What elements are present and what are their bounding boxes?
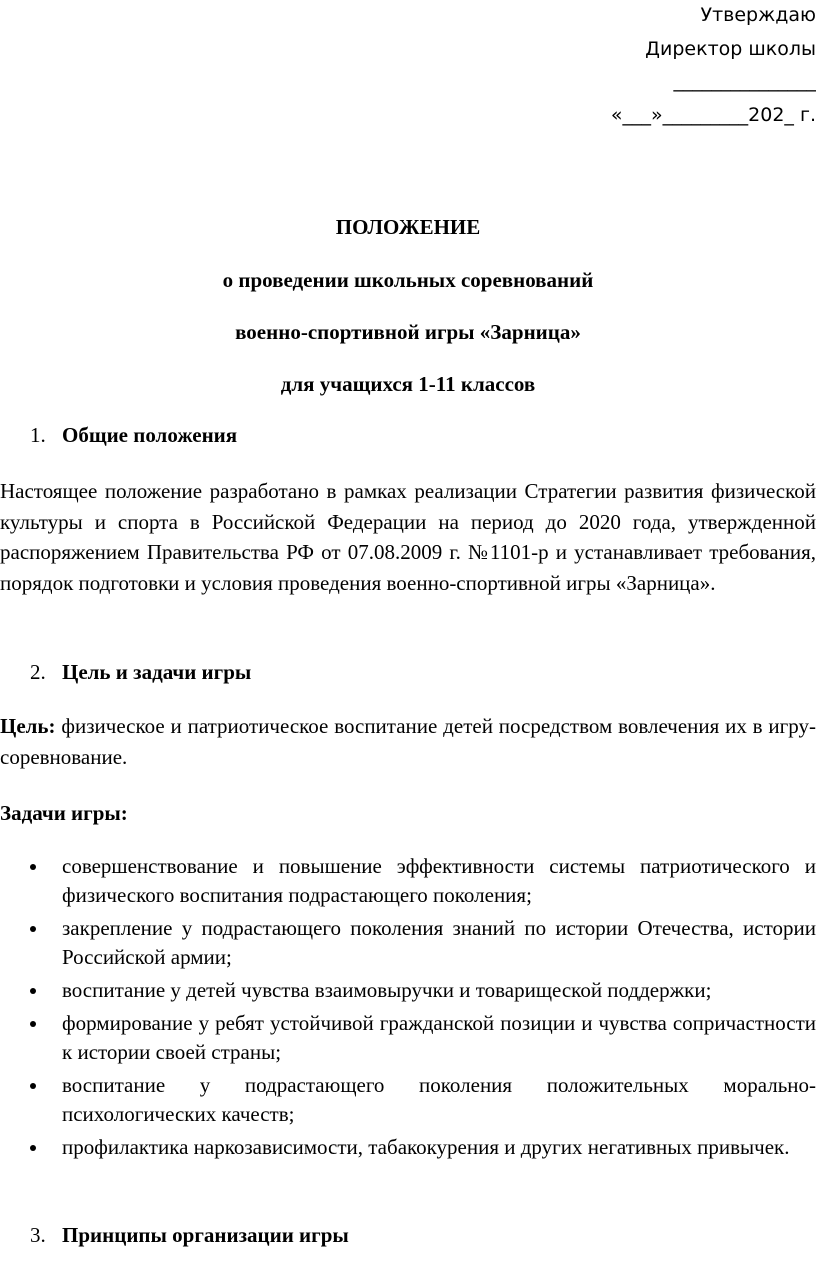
section-1-heading: [30, 423, 237, 448]
goal-paragraph: [0, 711, 816, 772]
title-line-3: военно-спортивной игры «Зарница»: [235, 320, 581, 344]
list-item: [0, 1071, 816, 1129]
title-line-4: для учащихся 1-11 классов: [280, 372, 536, 396]
bullet-icon: [30, 864, 36, 870]
list-item-text: совершенствование и повышение эффективности системы патриотического и физического воспитания подрастающего поколения;: [62, 854, 816, 907]
list-item: [0, 1133, 816, 1162]
bullet-icon: [30, 1145, 36, 1151]
title-line-1: ПОЛОЖЕНИЕ: [335, 215, 481, 239]
goal-text: физическое и патриотическое воспитание детей посредством вовлечения их в игру-соревнование.: [0, 714, 816, 769]
tasks-list: [0, 852, 816, 1166]
bullet-icon: [30, 1083, 36, 1089]
approval-word: Утверждаю: [700, 4, 816, 26]
list-item-text: закрепление у подрастающего поколения знаний по истории Отечества, истории Российской армии;: [62, 916, 816, 969]
section-3-heading: [30, 1223, 349, 1248]
section-1-paragraph: Настоящее положение разработано в рамках реализации Стратегии развития физической культуры и спорта в Российской Федерации на период до 2020 года, утвержденной распоряжением Правительства РФ от 07.08.2009 г. №1101-р и устанавливает требования, порядок подготовки и условия проведения военно-спортивной игры «Зарница».: [0, 479, 816, 595]
bullet-icon: [30, 988, 36, 994]
section-title: Цель и задачи игры: [62, 660, 252, 684]
bullet-icon: [30, 926, 36, 932]
list-item-text: воспитание у подрастающего поколения положительных морально-психологических качеств;: [62, 1073, 816, 1126]
section-2-heading: [30, 660, 251, 685]
list-item-text: профилактика наркозависимости, табакокурения и других негативных привычек.: [62, 1135, 790, 1159]
bullet-icon: [30, 1021, 36, 1027]
section-title: Общие положения: [62, 423, 238, 447]
goal-label: Цель:: [0, 714, 56, 738]
list-item: [0, 1009, 816, 1067]
list-item: [0, 914, 816, 972]
list-item: [0, 852, 816, 910]
section-number: 2.: [30, 660, 46, 684]
tasks-label: Задачи игры:: [0, 801, 128, 825]
approval-position: Директор школы: [645, 38, 816, 60]
list-item-text: формирование у ребят устойчивой гражданской позиции и чувства сопричастности к истории своей страны;: [62, 1011, 816, 1064]
date-line: «___»_________202_ г.: [610, 104, 816, 126]
section-number: 1.: [30, 423, 46, 447]
section-number: 3.: [30, 1223, 46, 1247]
section-title: Принципы организации игры: [62, 1223, 349, 1247]
list-item: [0, 976, 816, 1005]
title-line-2: о проведении школьных соревнований: [222, 268, 594, 292]
list-item-text: воспитание у детей чувства взаимовыручки и товарищеской поддержки;: [62, 978, 712, 1002]
signature-line: _______________: [673, 70, 816, 92]
